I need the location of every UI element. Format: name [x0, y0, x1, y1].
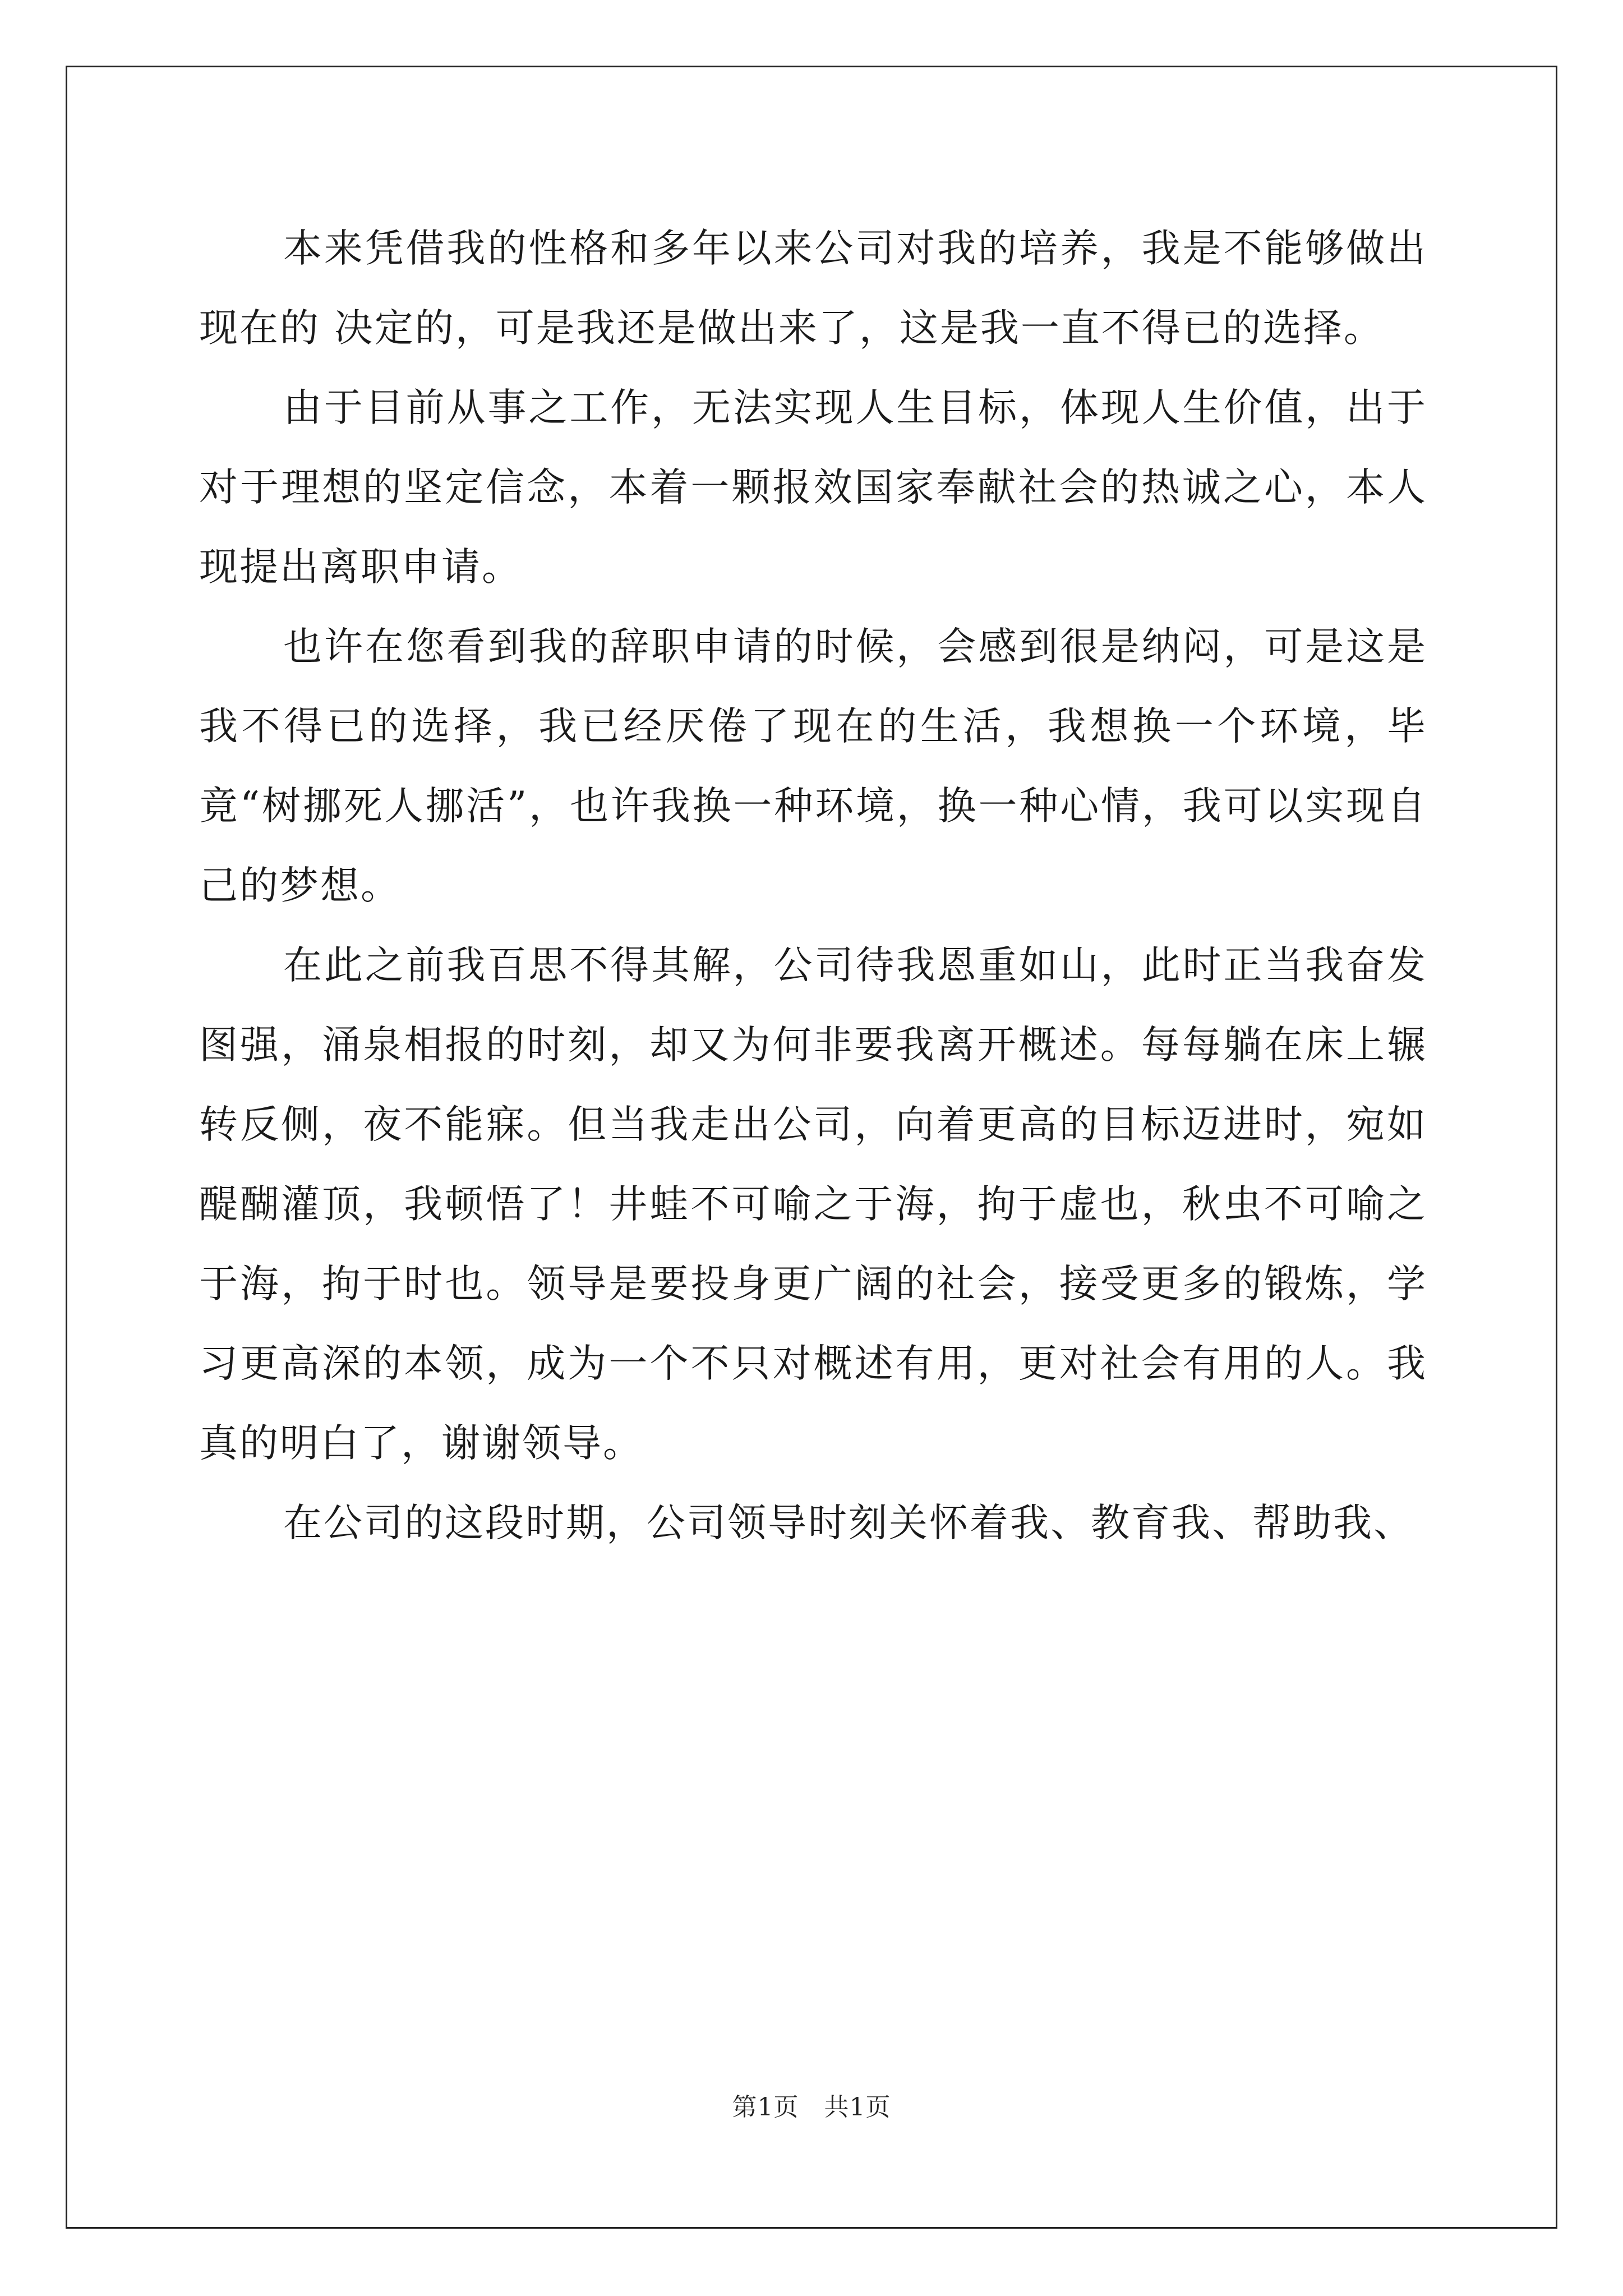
document-body — [199, 209, 1427, 1563]
paragraph-2: 由于目前从事之工作，无法实现人生目标，体现人生价值，出于对于理想的坚定信念，本着一颗报效国家奉献社会的热诚之心，本人现提出离职申请。 — [199, 385, 1427, 590]
total-pages: 共1页 — [824, 2093, 891, 2122]
paragraph-5: 在公司的这段时期，公司领导时刻关怀着我、教育我、帮助我、 — [283, 1501, 1414, 1545]
paragraph-1: 本来凭借我的性格和多年以来公司对我的培养，我是不能够做出现在的 决定的，可是我还是做出来了，这是我一直不得已的选择。 — [199, 226, 1427, 351]
paragraph-4: 在此之前我百思不得其解，公司待我恩重如山，此时正当我奋发图强，涌泉相报的时刻，却又为何非要我离开概述。每每躺在床上辗转反侧，夜不能寐。但当我走出公司，向着更高的目标迈进时，宛如醍醐灌顶，我顿悟了！井蛙不可喻之于海，拘于虚也，秋虫不可喻之于海，拘于时也。领导是要投身更广阔的社会，接受更多的锻炼，学习更高深的本领，成为一个不只对概述有用，更对社会有用的人。我真的明白了，谢谢领导。 — [199, 943, 1427, 1466]
page-number: 第1页 — [732, 2093, 799, 2122]
paragraph-3: 也许在您看到我的辞职申请的时候，会感到很是纳闷，可是这是我不得已的选择，我已经厌倦了现在的生活，我想换一个环境，毕竟“树挪死人挪活”，也许我换一种环境，换一种心情，我可以实现自己的梦想。 — [199, 624, 1427, 908]
page-footer — [0, 2087, 1623, 2123]
